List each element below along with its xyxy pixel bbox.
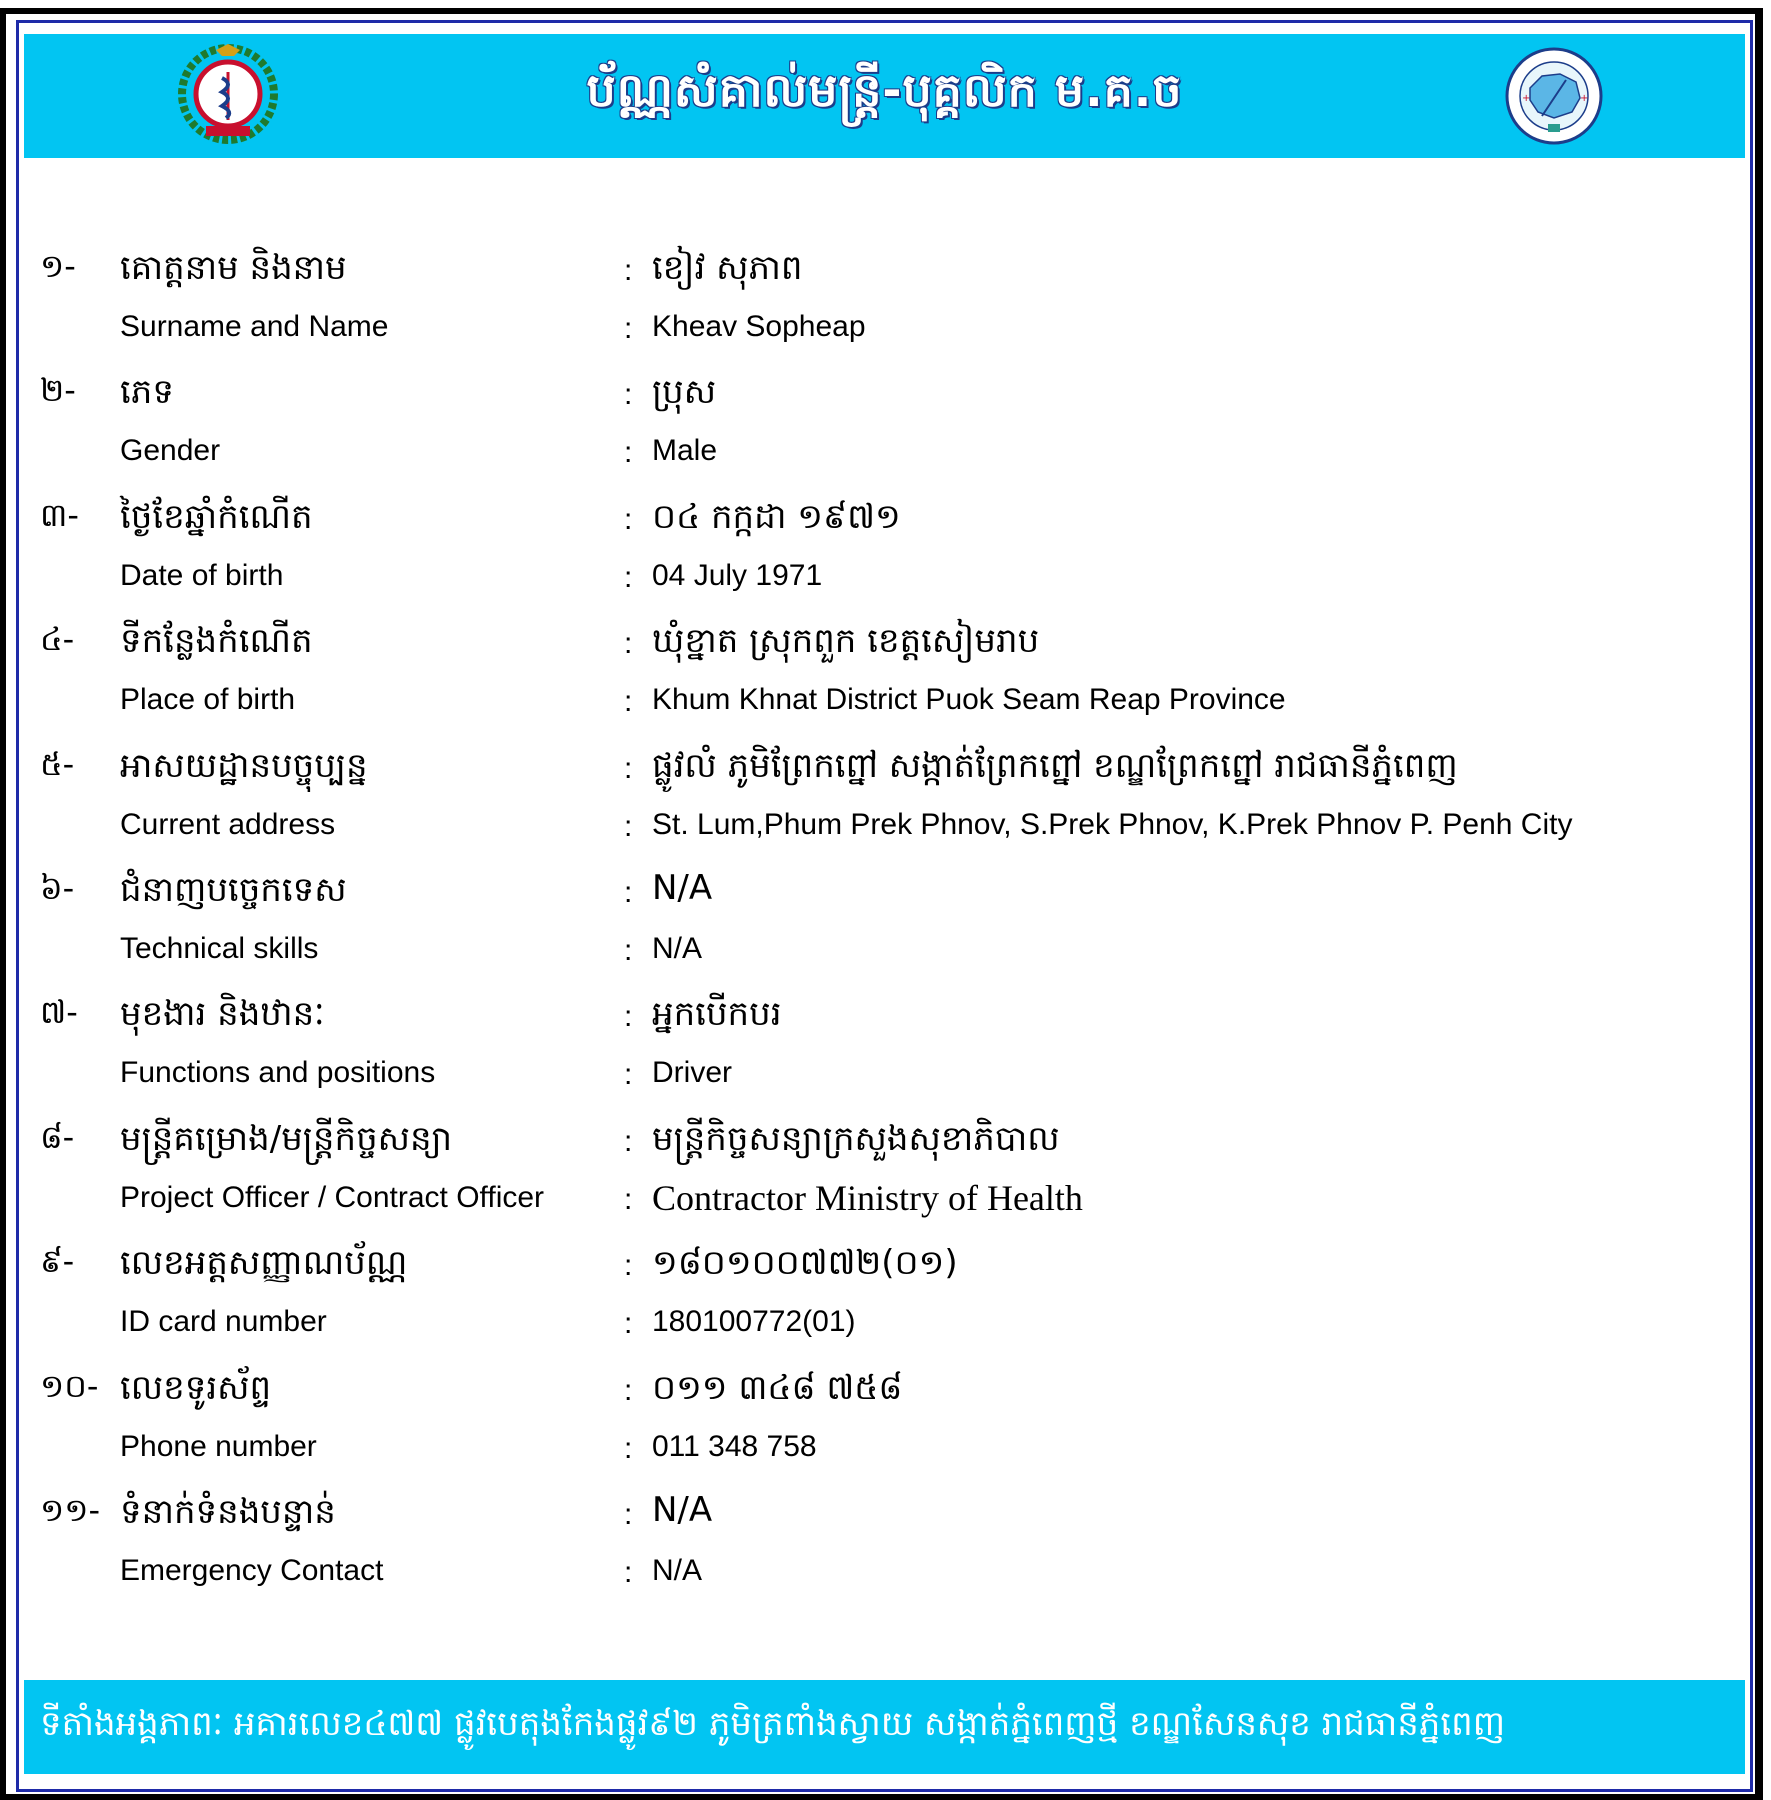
field-colon: :: [624, 810, 633, 843]
field-label-khmer: ជំនាញបច្ចេកទេស: [120, 870, 347, 910]
field-colon: :: [624, 1000, 633, 1033]
field-number: ៨-: [40, 1118, 75, 1156]
field-colon: :: [624, 752, 633, 785]
field-number: ៧-: [40, 993, 78, 1031]
field-row-english: [0, 1424, 1771, 1480]
card-footer: [24, 1680, 1745, 1774]
field-label-english: ID card number: [120, 1305, 327, 1338]
field-value-english: Contractor Ministry of Health: [652, 1178, 1083, 1218]
field-row-khmer: [0, 992, 1771, 1048]
field-label-english: Functions and positions: [120, 1056, 436, 1089]
field-number: ៩-: [40, 1242, 75, 1280]
field-row-khmer: [0, 1241, 1771, 1297]
field-label-khmer: លេខអត្តសញ្ញាណប័ណ្ណ: [120, 1243, 408, 1283]
field-label-english: Date of birth: [120, 559, 284, 592]
svg-text:+: +: [1580, 93, 1589, 104]
field-value-khmer: ០១១ ៣៤៨ ៧៥៨: [652, 1368, 903, 1408]
field-value-khmer: ប្រុស: [652, 372, 717, 412]
field-colon: :: [624, 561, 633, 594]
field-row-khmer: [0, 744, 1771, 800]
field-colon: :: [624, 1249, 633, 1282]
field-label-khmer: អាសយដ្ឋានបច្ចុប្បន្ន: [120, 746, 368, 786]
field-value-english: 04 July 1971: [652, 559, 823, 592]
field-label-khmer: ភេទ: [120, 372, 174, 412]
field-label-khmer: មន្ត្រីគម្រោង/មន្ត្រីកិច្ចសន្យា: [120, 1119, 453, 1159]
field-row-english: [0, 304, 1771, 360]
field-value-english: 011 348 758: [652, 1430, 817, 1463]
field-label-english: Surname and Name: [120, 310, 389, 343]
cnm-cambodia-map-logo-icon: [1502, 46, 1606, 146]
field-value-khmer: អ្នកបើកបរ: [652, 994, 782, 1034]
field-colon: :: [624, 1498, 633, 1531]
field-row-english: [0, 1299, 1771, 1355]
field-row-khmer: [0, 1490, 1771, 1546]
field-number: ១-: [40, 247, 76, 285]
field-colon: :: [624, 627, 633, 660]
field-colon: :: [624, 1183, 633, 1216]
field-row-english: [0, 428, 1771, 484]
field-row-khmer: [0, 619, 1771, 675]
field-value-khmer: N/A: [652, 868, 713, 908]
field-label-khmer: គោត្តនាម និងនាម: [120, 248, 347, 288]
field-label-khmer: លេខទូរស័ព្ទ: [120, 1368, 272, 1408]
field-label-english: Phone number: [120, 1430, 317, 1463]
field-colon: :: [624, 503, 633, 536]
field-colon: :: [624, 1432, 633, 1465]
field-value-english: Kheav Sopheap: [652, 310, 866, 343]
field-label-khmer: ទំនាក់ទំនងបន្ទាន់: [120, 1492, 336, 1532]
field-colon: :: [624, 934, 633, 967]
field-number: ៤-: [40, 620, 75, 658]
field-colon: :: [624, 1307, 633, 1340]
field-value-english: Male: [652, 434, 718, 467]
field-value-english: Driver: [652, 1056, 732, 1089]
field-row-english: [0, 1050, 1771, 1106]
field-label-english: Current address: [120, 808, 336, 841]
field-row-english: [0, 802, 1771, 858]
field-value-khmer: ០៤ កក្កដា ១៩៧១: [652, 497, 901, 537]
field-row-english: [0, 1548, 1771, 1604]
field-value-english: Khum Khnat District Puok Seam Reap Province: [652, 683, 1286, 716]
field-colon: :: [624, 254, 633, 287]
field-colon: :: [624, 876, 633, 909]
field-row-english: [0, 677, 1771, 733]
field-row-khmer: [0, 1117, 1771, 1173]
field-colon: :: [624, 1125, 633, 1158]
field-number: ៥-: [40, 745, 75, 783]
field-number: ១០-: [40, 1367, 99, 1405]
field-number: ២-: [40, 371, 76, 409]
field-row-english: [0, 553, 1771, 609]
field-label-english: Technical skills: [120, 932, 319, 965]
field-value-khmer: N/A: [652, 1490, 713, 1530]
field-colon: :: [624, 378, 633, 411]
field-value-khmer: ឃុំខ្នាត ស្រុកពួក ខេត្តសៀមរាប: [652, 621, 1040, 661]
field-label-khmer: ទីកន្លែងកំណើត: [120, 621, 313, 661]
field-value-khmer: ខៀវ សុភាព: [652, 248, 803, 288]
field-value-english: St. Lum,Phum Prek Phnov, S.Prek Phnov, K.Prek Phnov P. Penh City: [652, 808, 1573, 841]
field-label-english: Gender: [120, 434, 221, 467]
field-row-khmer: [0, 1366, 1771, 1422]
field-number: ៣-: [40, 496, 79, 534]
field-row-english: [0, 926, 1771, 982]
field-number: ១១-: [40, 1491, 100, 1529]
field-colon: :: [624, 1374, 633, 1407]
field-value-khmer: ១៨០១០០៧៧២(០១): [652, 1243, 958, 1283]
field-value-english: 180100772(01): [652, 1305, 856, 1338]
field-colon: :: [624, 1556, 633, 1589]
field-value-khmer: មន្ត្រីកិច្ចសន្យាក្រសួងសុខាភិបាល: [652, 1119, 1060, 1159]
field-value-khmer: ផ្លូវលំ ភូមិព្រែកព្នៅ សង្កាត់ព្រែកព្នៅ ខណ្ឌព្រែកព្នៅ រាជធានីភ្នំពេញ: [652, 746, 1458, 786]
field-label-english: Project Officer / Contract Officer: [120, 1181, 545, 1214]
field-colon: :: [624, 1058, 633, 1091]
field-row-english: [0, 1175, 1771, 1231]
field-value-english: N/A: [652, 932, 703, 965]
field-label-english: Place of birth: [120, 683, 296, 716]
card-header: [24, 34, 1745, 158]
field-colon: :: [624, 685, 633, 718]
field-row-khmer: [0, 246, 1771, 302]
field-label-english: Emergency Contact: [120, 1554, 384, 1587]
field-label-khmer: មុខងារ និងឋានៈ: [120, 994, 325, 1034]
field-colon: :: [624, 312, 633, 345]
field-label-khmer: ថ្ងៃខែឆ្នាំកំណើត: [120, 497, 313, 537]
field-colon: :: [624, 436, 633, 469]
field-row-khmer: [0, 370, 1771, 426]
field-number: ៦-: [40, 869, 75, 907]
footer-address: ទីតាំងអង្គភាពៈ អគារលេខ៤៧៧ ផ្លូវបេតុងកែងផ្លូវ៩២ ភូមិត្រពាំងស្វាយ សង្កាត់ភ្នំពេញថ្មី ខណ្ឌសែនសុខ រាជធានីភ្នំពេញ: [40, 1704, 1506, 1744]
card-title: ប័ណ្ណសំគាល់មន្ត្រី-បុគ្គលិក ម.គ.ច: [586, 63, 1183, 117]
field-row-khmer: [0, 868, 1771, 924]
field-value-english: N/A: [652, 1554, 703, 1587]
svg-text:+: +: [1522, 93, 1531, 104]
field-row-khmer: [0, 495, 1771, 551]
